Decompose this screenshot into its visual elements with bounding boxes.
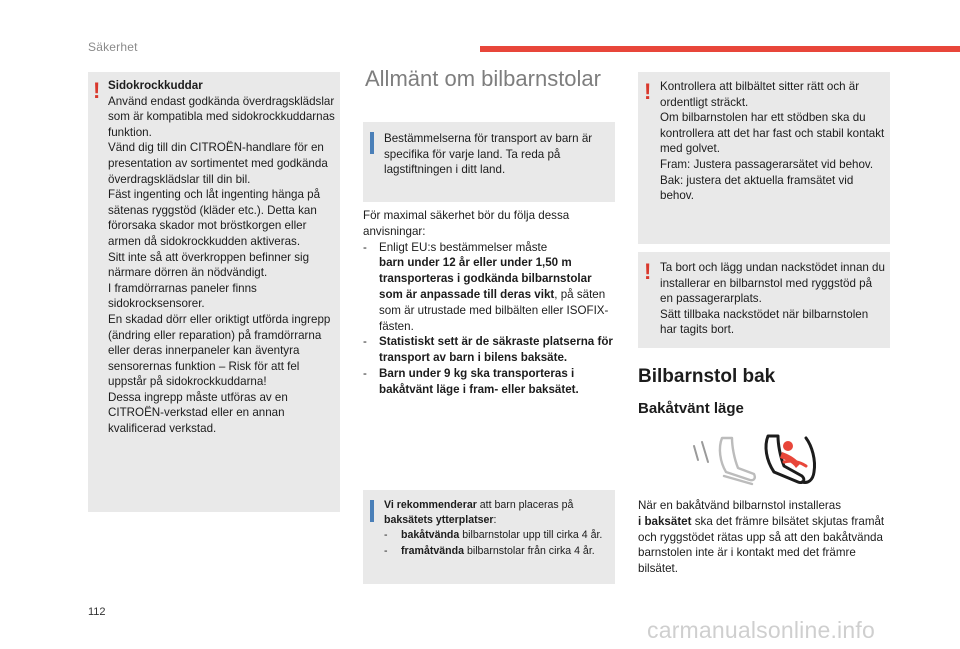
warning-line: Dessa ingrepp måste utföras av en CITROËN-verkstad eller en annan kvalificerad verkstad.	[108, 390, 288, 436]
lead-bold: baksätets ytterplatser	[384, 514, 494, 527]
warning-icon: !	[93, 78, 101, 103]
info-box-recommendation	[363, 490, 615, 584]
lead-text: :	[493, 514, 497, 527]
child-seat-instructions	[363, 208, 615, 398]
info-icon	[370, 500, 374, 522]
lead-bold: Vi rekommenderar	[384, 499, 477, 511]
warning-line: Fäst ingenting och låt ingenting hänga på sätenas ryggstöd (kläder etc.). Detta kan förorsaka skador mot bröstkorgen eller armen då sidokrockkudden aktiveras.	[108, 188, 321, 248]
warning-icon: !	[644, 259, 652, 284]
list-dash: -	[363, 335, 367, 349]
body-text: När en bakåtvänd bilbarnstol installeras	[638, 499, 842, 512]
list-item	[363, 366, 615, 398]
list-dash: -	[363, 240, 367, 254]
watermark: carmanualsonline.info	[647, 617, 875, 643]
header-accent-bar	[480, 46, 960, 52]
warning-title: Sidokrockkuddar	[108, 79, 203, 92]
list-item	[384, 528, 612, 543]
list-item	[363, 334, 615, 366]
warning-line: Fram: Justera passagerarsätet vid behov.	[660, 157, 874, 171]
list-text-bold: barn under 12 år eller under 1,50 m transporteras i godkända bilbarnstolar som är anpassade till deras vikt	[379, 256, 592, 301]
main-heading: Allmänt om bilbarnstolar	[365, 66, 601, 91]
list-dash: -	[384, 544, 388, 557]
warning-line: Kontrollera att bilbältet sitter rätt och är ordentligt sträckt.	[660, 80, 860, 109]
warning-line: Använd endast godkända överdragsklädslar som är kompatibla med sidokrockkuddarnas funktion.	[108, 94, 335, 139]
list-item	[384, 544, 612, 559]
body-text-bold: i baksätet	[638, 514, 692, 528]
list-text: bilbarnstolar upp till cirka 4 år.	[459, 529, 603, 542]
rear-facing-instructions	[638, 498, 892, 577]
list-text-bold: bakåtvända	[401, 529, 460, 542]
warning-line: Sätt tillbaka nackstödet när bilbarnstolen har tagits bort.	[660, 307, 869, 337]
instructions-intro: För maximal säkerhet bör du följa dessa anvisningar:	[363, 209, 570, 238]
warning-line: Bak: justera det aktuella framsätet vid behov.	[660, 173, 854, 203]
warning-line: Om bilbarnstolen har ett stödben ska du kontrollera att det har fast och stabil kontakt med golvet.	[660, 111, 885, 156]
recommendation-lead	[384, 498, 612, 528]
warning-line: Sitt inte så att överkroppen befinner sig närmare dörren än nödvändigt.	[108, 250, 310, 280]
rear-facing-child-seat-icon	[688, 432, 828, 490]
warning-box-headrest	[638, 252, 890, 348]
body-text: ska det främre bilsätet skjutas framåt och ryggstödet rätas upp så att den bakåtvända barnstolen inte är i kontakt med det främre bilsätet.	[638, 514, 885, 576]
warning-line: I framdörrarnas paneler finns sidokrocksensorer.	[108, 281, 257, 311]
warning-box-side-airbags	[88, 72, 340, 512]
list-dash: -	[384, 529, 388, 542]
list-text-bold: Statistiskt sett är de säkraste platserna för transport av barn i bilens baksäte.	[379, 335, 613, 365]
lead-text: att barn placeras på	[476, 499, 574, 511]
header-section-title: Säkerhet	[88, 40, 138, 54]
warning-line: Vänd dig till din CITROËN-handlare för en presentation av sortimentet med godkända överdragsklädslar till din bil.	[108, 141, 328, 186]
list-text-bold: framåtvända	[401, 544, 464, 557]
warning-icon: !	[644, 79, 652, 104]
info-text: Bestämmelserna för transport av barn är specifika för varje land. Ta reda på lagstiftningen i ditt land.	[384, 132, 593, 177]
list-dash: -	[363, 366, 367, 380]
info-box-legislation	[363, 122, 615, 202]
warning-box-seatbelt	[638, 72, 890, 244]
list-text-bold: Barn under 9 kg ska transporteras i bakåtvänt läge i fram- eller baksätet.	[379, 366, 579, 396]
list-text: Enligt EU:s bestämmelser måste	[379, 240, 548, 254]
page-number: 112	[88, 606, 106, 618]
warning-line: Ta bort och lägg undan nackstödet innan du installerar en bilbarnstol med ryggstöd på en passagerarplats.	[660, 261, 885, 306]
warning-line: En skadad dörr eller oriktigt utförda ingrepp (ändring eller reparation) på framdörrarna eller deras innerpaneler kan äventyra sensorernas funktion – Risk för att fel uppstår på sidokrockkuddarna!	[108, 312, 331, 389]
list-item	[363, 240, 615, 335]
section-heading: Bilbarnstol bak	[638, 366, 776, 387]
info-icon	[370, 132, 374, 154]
list-text: , på säten som är utrustade med bilbälten eller ISOFIX-fästen.	[379, 287, 609, 333]
sub-heading: Bakåtvänt läge	[638, 400, 744, 417]
list-text: bilbarnstolar från cirka 4 år.	[464, 544, 595, 557]
